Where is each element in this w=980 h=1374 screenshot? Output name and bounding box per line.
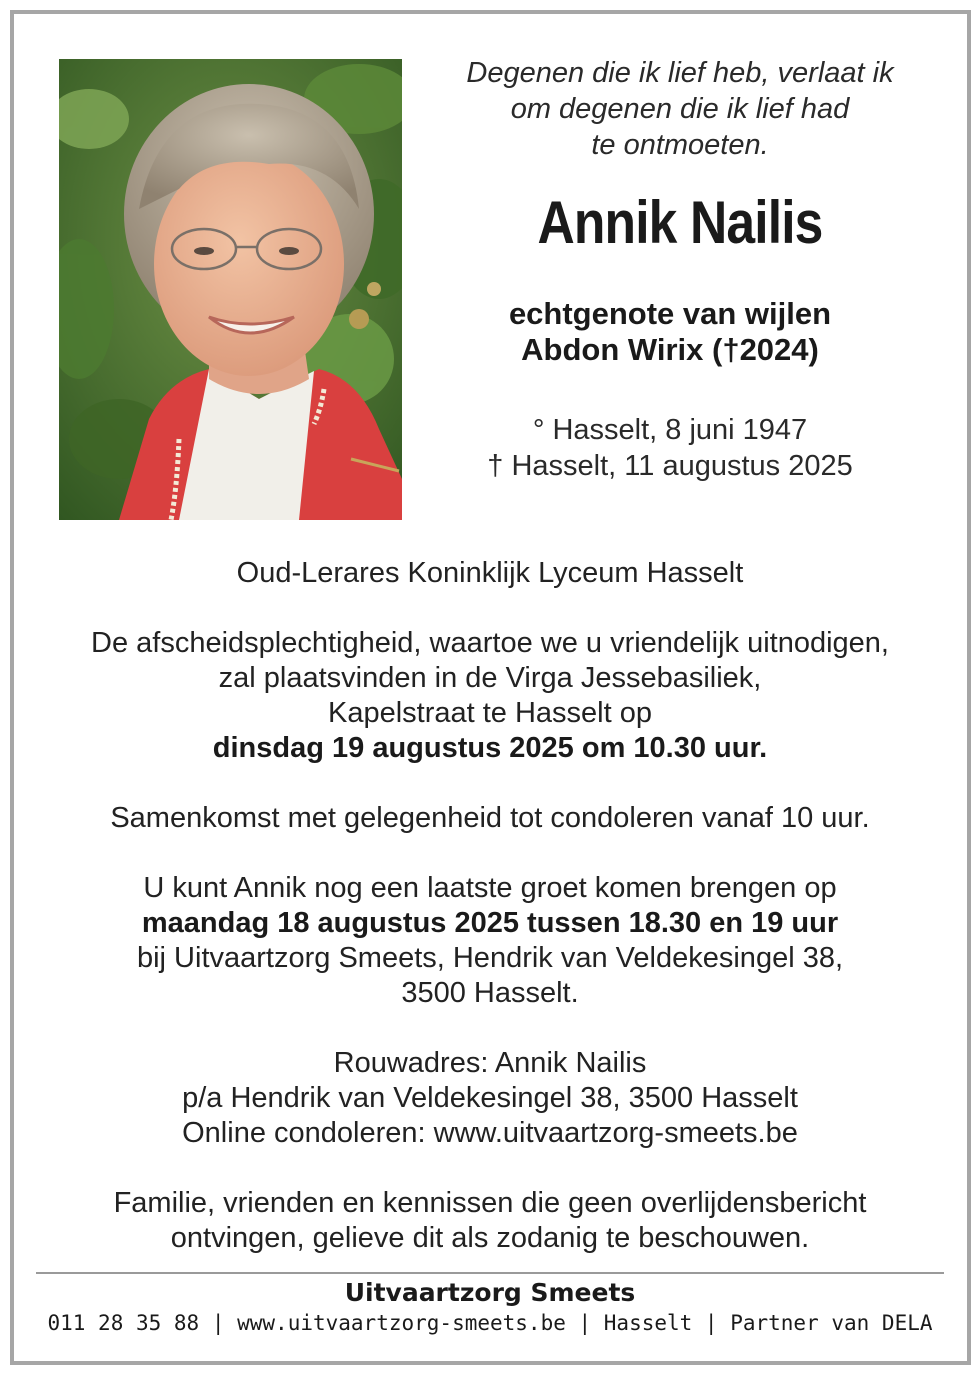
life-dates	[420, 412, 920, 484]
funeral-home-contact: 011 28 35 88 | www.uitvaartzorg-smeets.be | Hasselt | Partner van DELA	[47, 1311, 933, 1335]
portrait-photo	[59, 59, 402, 520]
funeral-home-name: Uitvaartzorg Smeets	[344, 1278, 636, 1307]
announcement-body	[30, 556, 950, 1256]
ceremony-line: De afscheidsplechtigheid, waartoe we u vriendelijk uitnodigen,	[91, 627, 889, 659]
visit-line: 3500 Hasselt.	[401, 977, 579, 1009]
occupation: Oud-Lerares Koninklijk Lyceum Hasselt	[236, 557, 744, 589]
address-paragraph	[30, 1046, 950, 1151]
ceremony-line: zal plaatsvinden in de Virga Jessebasiliek,	[218, 662, 762, 694]
quote-line: Degenen die ik lief heb, verlaat ik	[466, 57, 894, 89]
visit-line: U kunt Annik nog een laatste groet komen brengen op	[143, 872, 837, 904]
spouse-line: Abdon Wirix (†2024)	[521, 332, 819, 367]
notice-paragraph	[30, 1186, 950, 1256]
condolence-link[interactable]: Online condoleren: www.uitvaartzorg-smeets.be	[182, 1117, 798, 1149]
spouse-info	[420, 296, 920, 368]
spouse-line: echtgenote van wijlen	[508, 296, 832, 331]
gathering-info: Samenkomst met gelegenheid tot condoleren vanaf 10 uur.	[110, 802, 870, 834]
address-line: Rouwadres: Annik Nailis	[333, 1047, 647, 1079]
deceased-name: Annik Nailis	[537, 189, 823, 256]
notice-line: Familie, vrienden en kennissen die geen overlijdensbericht	[113, 1187, 867, 1219]
ceremony-paragraph	[30, 626, 950, 766]
visit-date: maandag 18 augustus 2025 tussen 18.30 en 19 uur	[141, 907, 839, 939]
address-line: p/a Hendrik van Veldekesingel 38, 3500 Hasselt	[182, 1082, 798, 1114]
visit-paragraph	[30, 871, 950, 1011]
footer-divider	[36, 1272, 944, 1274]
quote-line: om degenen die ik lief had	[510, 93, 850, 125]
ceremony-date: dinsdag 19 augustus 2025 om 10.30 uur.	[212, 732, 768, 764]
birth-date: ° Hasselt, 8 juni 1947	[532, 414, 808, 446]
visit-line: bij Uitvaartzorg Smeets, Hendrik van Veldekesingel 38,	[136, 942, 844, 974]
notice-line: ontvingen, gelieve dit als zodanig te beschouwen.	[170, 1222, 810, 1254]
ceremony-line: Kapelstraat te Hasselt op	[327, 697, 652, 729]
death-date: † Hasselt, 11 augustus 2025	[487, 450, 853, 482]
quote-line: te ontmoeten.	[591, 129, 769, 161]
memorial-quote	[420, 55, 940, 163]
